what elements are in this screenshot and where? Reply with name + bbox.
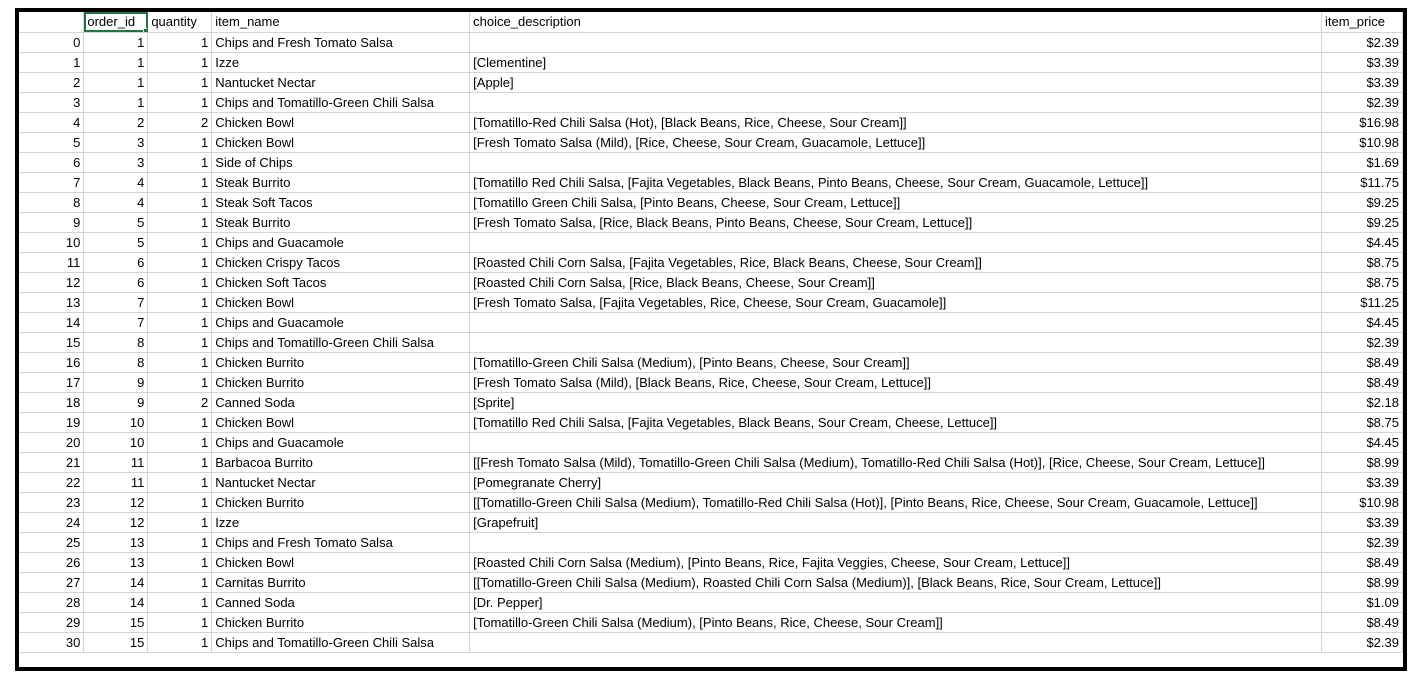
cell-item-name[interactable]: Chips and Guacamole [212, 432, 470, 452]
cell-quantity[interactable]: 1 [148, 312, 212, 332]
cell-item-name[interactable]: Steak Burrito [212, 212, 470, 232]
cell-item-price[interactable]: $8.99 [1322, 572, 1403, 592]
cell-index[interactable]: 11 [19, 252, 84, 272]
cell-quantity[interactable]: 1 [148, 452, 212, 472]
cell-item-price[interactable]: $2.18 [1322, 392, 1403, 412]
table-row [19, 72, 1403, 92]
cell-choice-description[interactable] [470, 632, 1322, 652]
cell-quantity[interactable]: 1 [148, 272, 212, 292]
cell-item-name[interactable]: Chicken Burrito [212, 372, 470, 392]
table-row [19, 592, 1403, 612]
cell-order-id[interactable]: 13 [84, 552, 148, 572]
cell-quantity[interactable]: 1 [148, 532, 212, 552]
cell-item-price[interactable]: $2.39 [1322, 532, 1403, 552]
table-row [19, 552, 1403, 572]
table-row [19, 32, 1403, 52]
cell-choice-description[interactable]: [Roasted Chili Corn Salsa, [Rice, Black Beans, Cheese, Sour Cream]] [470, 272, 1322, 292]
header-cell-choice-description[interactable]: choice_description [470, 12, 1322, 32]
cell-quantity[interactable]: 1 [148, 152, 212, 172]
table-row [19, 412, 1403, 432]
cell-item-name[interactable]: Chips and Guacamole [212, 312, 470, 332]
cell-quantity[interactable]: 1 [148, 352, 212, 372]
fill-handle[interactable] [143, 28, 148, 33]
cell-order-id[interactable]: 14 [84, 592, 148, 612]
cell-order-id[interactable]: 1 [84, 72, 148, 92]
cell-index[interactable]: 6 [19, 152, 84, 172]
cell-item-name[interactable]: Chicken Soft Tacos [212, 272, 470, 292]
cell-quantity[interactable]: 1 [148, 172, 212, 192]
cell-order-id[interactable]: 6 [84, 272, 148, 292]
cell-choice-description[interactable]: [Tomatillo Red Chili Salsa, [Fajita Vegetables, Black Beans, Sour Cream, Cheese, Lettuce]] [470, 412, 1322, 432]
cell-item-name[interactable]: Izze [212, 512, 470, 532]
cell-item-price[interactable]: $2.39 [1322, 332, 1403, 352]
cell-order-id[interactable]: 11 [84, 452, 148, 472]
cell-item-price[interactable]: $8.49 [1322, 612, 1403, 632]
cell-item-price[interactable]: $2.39 [1322, 632, 1403, 652]
cell-item-price[interactable]: $1.09 [1322, 592, 1403, 612]
cell-choice-description[interactable]: [Sprite] [470, 392, 1322, 412]
cell-quantity[interactable]: 1 [148, 612, 212, 632]
cell-quantity[interactable]: 1 [148, 512, 212, 532]
table-row [19, 352, 1403, 372]
header-cell-item-price[interactable]: item_price [1322, 12, 1403, 32]
cell-choice-description[interactable] [470, 312, 1322, 332]
cell-item-price[interactable]: $3.39 [1322, 512, 1403, 532]
cell-item-name[interactable]: Chips and Guacamole [212, 232, 470, 252]
cell-item-price[interactable]: $3.39 [1322, 72, 1403, 92]
cell-choice-description[interactable]: [Clementine] [470, 52, 1322, 72]
cell-index[interactable]: 30 [19, 632, 84, 652]
cell-order-id[interactable]: 6 [84, 252, 148, 272]
table-row [19, 92, 1403, 112]
cell-quantity[interactable]: 1 [148, 332, 212, 352]
cell-index[interactable]: 27 [19, 572, 84, 592]
table-row [19, 392, 1403, 412]
cell-item-name[interactable]: Nantucket Nectar [212, 72, 470, 92]
cell-item-price[interactable]: $8.75 [1322, 252, 1403, 272]
cell-order-id[interactable]: 10 [84, 412, 148, 432]
cell-order-id[interactable]: 9 [84, 392, 148, 412]
table-row [19, 492, 1403, 512]
cell-order-id[interactable]: 15 [84, 632, 148, 652]
cell-item-name[interactable]: Chips and Tomatillo-Green Chili Salsa [212, 332, 470, 352]
cell-order-id[interactable]: 15 [84, 612, 148, 632]
table-row [19, 292, 1403, 312]
cell-item-name[interactable]: Chips and Fresh Tomato Salsa [212, 532, 470, 552]
cell-item-price[interactable]: $8.99 [1322, 452, 1403, 472]
cell-choice-description[interactable]: [Tomatillo-Green Chili Salsa (Medium), [Pinto Beans, Cheese, Sour Cream]] [470, 352, 1322, 372]
cell-item-price[interactable]: $9.25 [1322, 192, 1403, 212]
cell-item-price[interactable]: $11.75 [1322, 172, 1403, 192]
cell-choice-description[interactable]: [Roasted Chili Corn Salsa (Medium), [Pinto Beans, Rice, Fajita Veggies, Cheese, Sour Cream, Lettuce]] [470, 552, 1322, 572]
cell-index[interactable]: 21 [19, 452, 84, 472]
cell-item-price[interactable]: $10.98 [1322, 492, 1403, 512]
cell-choice-description[interactable] [470, 532, 1322, 552]
table-row [19, 212, 1403, 232]
cell-quantity[interactable]: 2 [148, 112, 212, 132]
cell-quantity[interactable]: 1 [148, 572, 212, 592]
cell-index[interactable]: 9 [19, 212, 84, 232]
table-row [19, 572, 1403, 592]
cell-order-id[interactable]: 1 [84, 32, 148, 52]
cell-item-price[interactable]: $3.39 [1322, 472, 1403, 492]
table-row [19, 452, 1403, 472]
cell-quantity[interactable]: 1 [148, 632, 212, 652]
cell-quantity[interactable]: 1 [148, 232, 212, 252]
cell-quantity[interactable]: 1 [148, 592, 212, 612]
cell-item-name[interactable]: Chips and Fresh Tomato Salsa [212, 32, 470, 52]
cell-item-name[interactable]: Chips and Tomatillo-Green Chili Salsa [212, 632, 470, 652]
cell-choice-description[interactable] [470, 152, 1322, 172]
cell-order-id[interactable]: 8 [84, 332, 148, 352]
cell-quantity[interactable]: 1 [148, 292, 212, 312]
cell-order-id[interactable]: 7 [84, 292, 148, 312]
cell-item-name[interactable]: Chicken Bowl [212, 412, 470, 432]
cell-choice-description[interactable]: [Fresh Tomato Salsa (Mild), [Black Beans, Rice, Cheese, Sour Cream, Lettuce]] [470, 372, 1322, 392]
cell-order-id[interactable]: 5 [84, 232, 148, 252]
cell-order-id[interactable]: 5 [84, 212, 148, 232]
table-row [19, 252, 1403, 272]
cell-choice-description[interactable]: [[Tomatillo-Green Chili Salsa (Medium), Tomatillo-Red Chili Salsa (Hot)], [Pinto Beans, Rice, Cheese, Sour Cream, Guacamole, Lettuce]] [470, 492, 1322, 512]
cell-item-price[interactable]: $2.39 [1322, 92, 1403, 112]
cell-order-id[interactable]: 14 [84, 572, 148, 592]
table-row [19, 232, 1403, 252]
cell-quantity[interactable]: 1 [148, 132, 212, 152]
cell-quantity[interactable]: 1 [148, 472, 212, 492]
cell-index[interactable]: 28 [19, 592, 84, 612]
cell-index[interactable]: 3 [19, 92, 84, 112]
cell-item-price[interactable]: $8.75 [1322, 412, 1403, 432]
cell-order-id[interactable]: 7 [84, 312, 148, 332]
cell-choice-description[interactable] [470, 332, 1322, 352]
table-row [19, 332, 1403, 352]
cell-quantity[interactable]: 1 [148, 252, 212, 272]
cell-choice-description[interactable]: [Tomatillo-Red Chili Salsa (Hot), [Black Beans, Rice, Cheese, Sour Cream]] [470, 112, 1322, 132]
cell-choice-description[interactable] [470, 232, 1322, 252]
cell-choice-description[interactable]: [Grapefruit] [470, 512, 1322, 532]
cell-index[interactable]: 24 [19, 512, 84, 532]
cell-order-id[interactable]: 9 [84, 372, 148, 392]
cell-index[interactable]: 22 [19, 472, 84, 492]
cell-order-id[interactable]: 12 [84, 512, 148, 532]
table-row [19, 432, 1403, 452]
table-row [19, 312, 1403, 332]
cell-index[interactable]: 10 [19, 232, 84, 252]
cell-index[interactable]: 20 [19, 432, 84, 452]
cell-item-name[interactable]: Chicken Bowl [212, 552, 470, 572]
table-row [19, 612, 1403, 632]
cell-item-name[interactable]: Chicken Bowl [212, 132, 470, 152]
cell-index[interactable]: 29 [19, 612, 84, 632]
table-row [19, 192, 1403, 212]
cell-index[interactable]: 25 [19, 532, 84, 552]
cell-item-name[interactable]: Izze [212, 52, 470, 72]
cell-quantity[interactable]: 1 [148, 192, 212, 212]
cell-quantity[interactable]: 1 [148, 372, 212, 392]
cell-index[interactable]: 12 [19, 272, 84, 292]
cell-item-price[interactable]: $4.45 [1322, 432, 1403, 452]
cell-item-name[interactable]: Chicken Burrito [212, 612, 470, 632]
cell-choice-description[interactable]: [Pomegranate Cherry] [470, 472, 1322, 492]
cell-index[interactable]: 15 [19, 332, 84, 352]
cell-index[interactable]: 5 [19, 132, 84, 152]
header-label-order-id: order_id [87, 14, 136, 30]
cell-item-name[interactable]: Carnitas Burrito [212, 572, 470, 592]
cell-choice-description[interactable]: [Tomatillo-Green Chili Salsa (Medium), [Pinto Beans, Rice, Cheese, Sour Cream]] [470, 612, 1322, 632]
cell-index[interactable]: 23 [19, 492, 84, 512]
cell-quantity[interactable]: 1 [148, 212, 212, 232]
spreadsheet-frame [15, 8, 1407, 671]
cell-order-id[interactable]: 3 [84, 132, 148, 152]
cell-quantity[interactable]: 1 [148, 492, 212, 512]
table-row [19, 632, 1403, 652]
cell-quantity[interactable]: 2 [148, 392, 212, 412]
table-row [19, 272, 1403, 292]
grid-body [19, 32, 1403, 652]
cell-quantity[interactable]: 1 [148, 32, 212, 52]
table-row [19, 372, 1403, 392]
cell-item-name[interactable]: Steak Soft Tacos [212, 192, 470, 212]
cell-item-price[interactable]: $2.39 [1322, 32, 1403, 52]
cell-item-name[interactable]: Nantucket Nectar [212, 472, 470, 492]
cell-order-id[interactable]: 11 [84, 472, 148, 492]
cell-order-id[interactable]: 4 [84, 192, 148, 212]
cell-item-price[interactable]: $8.49 [1322, 352, 1403, 372]
cell-item-name[interactable]: Steak Burrito [212, 172, 470, 192]
cell-item-name[interactable]: Chips and Tomatillo-Green Chili Salsa [212, 92, 470, 112]
cell-index[interactable]: 16 [19, 352, 84, 372]
header-cell-item-name[interactable]: item_name [212, 12, 470, 32]
cell-item-name[interactable]: Chicken Bowl [212, 292, 470, 312]
cell-choice-description[interactable]: [Roasted Chili Corn Salsa, [Fajita Vegetables, Rice, Black Beans, Cheese, Sour Cream]] [470, 252, 1322, 272]
cell-choice-description[interactable]: [Fresh Tomato Salsa, [Fajita Vegetables, Rice, Cheese, Sour Cream, Guacamole]] [470, 292, 1322, 312]
table-row [19, 532, 1403, 552]
table-row [19, 52, 1403, 72]
cell-index[interactable]: 0 [19, 32, 84, 52]
cell-item-name[interactable]: Chicken Bowl [212, 112, 470, 132]
cell-item-price[interactable]: $11.25 [1322, 292, 1403, 312]
cell-order-id[interactable]: 3 [84, 152, 148, 172]
cell-item-name[interactable]: Side of Chips [212, 152, 470, 172]
table-row [19, 172, 1403, 192]
cell-choice-description[interactable]: [[Tomatillo-Green Chili Salsa (Medium), Roasted Chili Corn Salsa (Medium)], [Black Beans, Rice, Sour Cream, Lettuce]] [470, 572, 1322, 592]
cell-index[interactable]: 4 [19, 112, 84, 132]
header-cell-order-id[interactable] [84, 12, 148, 32]
cell-item-price[interactable]: $8.75 [1322, 272, 1403, 292]
table-row [19, 152, 1403, 172]
cell-choice-description[interactable] [470, 32, 1322, 52]
cell-index[interactable]: 7 [19, 172, 84, 192]
cell-index[interactable]: 26 [19, 552, 84, 572]
cell-choice-description[interactable]: [[Fresh Tomato Salsa (Mild), Tomatillo-Green Chili Salsa (Medium), Tomatillo-Red Chili Salsa (Hot)], [Rice, Cheese, Sour Cream, Lettuce]] [470, 452, 1322, 472]
cell-choice-description[interactable]: [Tomatillo Red Chili Salsa, [Fajita Vegetables, Black Beans, Pinto Beans, Cheese, Sour Cream, Guacamole, Lettuce]] [470, 172, 1322, 192]
cell-item-price[interactable]: $9.25 [1322, 212, 1403, 232]
table-row [19, 472, 1403, 492]
cell-order-id[interactable]: 2 [84, 112, 148, 132]
cell-index[interactable]: 19 [19, 412, 84, 432]
cell-choice-description[interactable]: [Apple] [470, 72, 1322, 92]
cell-choice-description[interactable]: [Dr. Pepper] [470, 592, 1322, 612]
cell-choice-description[interactable] [470, 432, 1322, 452]
cell-item-name[interactable]: Barbacoa Burrito [212, 452, 470, 472]
header-cell-index[interactable] [19, 12, 84, 32]
cell-quantity[interactable]: 1 [148, 432, 212, 452]
cell-index[interactable]: 2 [19, 72, 84, 92]
cell-order-id[interactable]: 13 [84, 532, 148, 552]
cell-order-id[interactable]: 4 [84, 172, 148, 192]
cell-item-price[interactable]: $3.39 [1322, 52, 1403, 72]
cell-choice-description[interactable]: [Fresh Tomato Salsa, [Rice, Black Beans, Pinto Beans, Cheese, Sour Cream, Lettuce]] [470, 212, 1322, 232]
cell-item-price[interactable]: $8.49 [1322, 372, 1403, 392]
cell-index[interactable]: 13 [19, 292, 84, 312]
cell-item-price[interactable]: $4.45 [1322, 232, 1403, 252]
table-row [19, 132, 1403, 152]
cell-item-name[interactable]: Canned Soda [212, 592, 470, 612]
header-row [19, 12, 1403, 32]
cell-item-name[interactable]: Chicken Burrito [212, 352, 470, 372]
cell-quantity[interactable]: 1 [148, 552, 212, 572]
cell-index[interactable]: 1 [19, 52, 84, 72]
header-cell-quantity[interactable]: quantity [148, 12, 212, 32]
cell-index[interactable]: 8 [19, 192, 84, 212]
cell-item-name[interactable]: Chicken Crispy Tacos [212, 252, 470, 272]
cell-choice-description[interactable] [470, 92, 1322, 112]
cell-quantity[interactable]: 1 [148, 412, 212, 432]
cell-choice-description[interactable]: [Tomatillo Green Chili Salsa, [Pinto Beans, Cheese, Sour Cream, Lettuce]] [470, 192, 1322, 212]
cell-item-price[interactable]: $1.69 [1322, 152, 1403, 172]
cell-order-id[interactable]: 1 [84, 92, 148, 112]
cell-quantity[interactable]: 1 [148, 52, 212, 72]
cell-item-price[interactable]: $10.98 [1322, 132, 1403, 152]
cell-order-id[interactable]: 12 [84, 492, 148, 512]
cell-quantity[interactable]: 1 [148, 92, 212, 112]
cell-choice-description[interactable]: [Fresh Tomato Salsa (Mild), [Rice, Cheese, Sour Cream, Guacamole, Lettuce]] [470, 132, 1322, 152]
cell-order-id[interactable]: 1 [84, 52, 148, 72]
cell-item-name[interactable]: Canned Soda [212, 392, 470, 412]
cell-item-price[interactable]: $4.45 [1322, 312, 1403, 332]
cell-item-price[interactable]: $8.49 [1322, 552, 1403, 572]
cell-item-price[interactable]: $16.98 [1322, 112, 1403, 132]
cell-index[interactable]: 14 [19, 312, 84, 332]
cell-index[interactable]: 18 [19, 392, 84, 412]
cell-order-id[interactable]: 8 [84, 352, 148, 372]
cell-item-name[interactable]: Chicken Burrito [212, 492, 470, 512]
cell-order-id[interactable]: 10 [84, 432, 148, 452]
cell-quantity[interactable]: 1 [148, 72, 212, 92]
cell-index[interactable]: 17 [19, 372, 84, 392]
table-row [19, 112, 1403, 132]
data-grid [19, 12, 1403, 653]
table-row [19, 512, 1403, 532]
